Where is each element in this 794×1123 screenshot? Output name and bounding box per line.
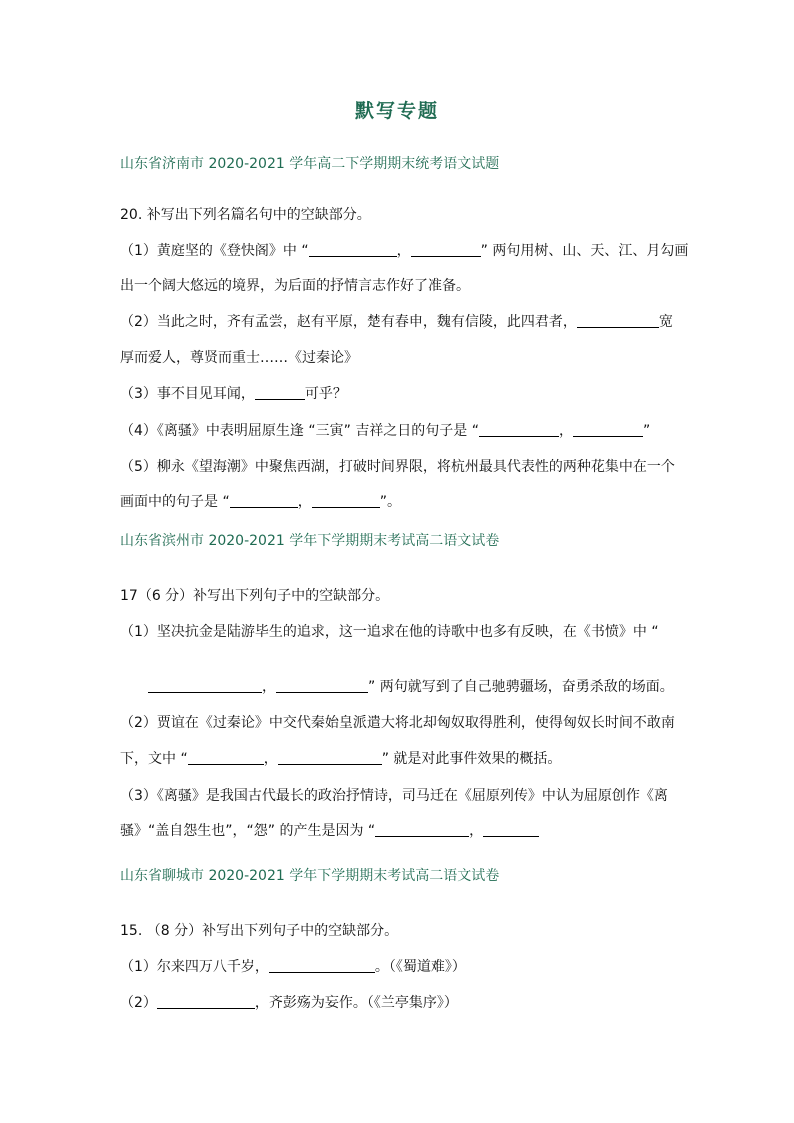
fill-blank[interactable]	[375, 822, 469, 837]
fill-blank[interactable]	[230, 493, 298, 508]
section-header-liaocheng: 山东省聊城市 2020-2021 学年下学期期末考试高二语文试卷	[120, 868, 500, 884]
question-text: （1）黄庭坚的《登快阁》中 “	[120, 243, 309, 259]
question-text: ，	[469, 823, 484, 839]
question-text: 下，文中 “	[120, 751, 188, 767]
question-text: ，	[297, 494, 312, 510]
fill-blank[interactable]	[309, 242, 397, 257]
question-text: 骚》“盖自怨生也”，“怨” 的产生是因为 “	[120, 823, 376, 839]
question-line	[120, 420, 650, 440]
question-text: （2）当此之时，齐有孟尝，赵有平原，楚有春申，魏有信陵，此四君者，	[120, 314, 577, 330]
question-text: ”。	[379, 494, 401, 510]
question-line	[120, 748, 561, 768]
question-text: （3）事不目见耳闻，	[120, 386, 255, 402]
question-text: 。（《蜀道难》）	[374, 959, 466, 975]
fill-blank[interactable]	[483, 822, 539, 837]
question-line	[120, 992, 458, 1012]
question-intro: 17（6 分）补写出下列句子中的空缺部分。	[120, 588, 390, 604]
question-text: 画面中的句子是 “	[120, 494, 230, 510]
question-text: 可乎？	[304, 386, 347, 402]
question-text: （4）《离骚》中表明屈原生逢 “三寅” 吉祥之日的句子是 “	[120, 423, 480, 439]
fill-blank[interactable]	[148, 678, 262, 693]
question-line	[120, 383, 347, 403]
question-line	[120, 491, 401, 511]
fill-blank[interactable]	[573, 422, 643, 437]
fill-blank[interactable]	[188, 750, 264, 765]
question-line: 出一个阔大悠远的境界，为后面的抒情言志作好了准备。	[120, 278, 470, 294]
fill-blank[interactable]	[278, 750, 382, 765]
question-line: （1）坚决抗金是陆游毕生的追求，这一追求在他的诗歌中也多有反映，在《书愤》中 “	[120, 624, 659, 640]
question-line	[120, 956, 466, 976]
question-line: （3）《离骚》是我国古代最长的政治抒情诗，司马迁在《屈原列传》中认为屈原创作《离	[120, 788, 668, 804]
fill-blank[interactable]	[312, 493, 380, 508]
question-text: ，	[262, 679, 276, 695]
page-title: 默写专题	[354, 100, 439, 122]
question-line: （2）贾谊在《过秦论》中交代秦始皇派遣大将北却匈奴取得胜利，使得匈奴长时间不敢南	[120, 715, 675, 731]
section-header-jinan: 山东省济南市 2020-2021 学年高二下学期期末统考语文试题	[120, 156, 500, 172]
section-header-binzhou: 山东省滨州市 2020-2021 学年下学期期末考试高二语文试卷	[120, 533, 500, 549]
question-intro: 15. （8 分）补写出下列句子中的空缺部分。	[120, 923, 399, 939]
question-text: ” 两句用树、山、天、江、月勾画	[480, 243, 689, 259]
question-text: （2）	[120, 995, 157, 1011]
question-intro: 20. 补写出下列名篇名句中的空缺部分。	[120, 207, 371, 223]
question-line: 厚而爱人，尊贤而重士……《过秦论》	[120, 350, 358, 366]
fill-blank[interactable]	[157, 994, 255, 1009]
question-line: （5）柳永《望海潮》中聚焦西湖，打破时间界限，将杭州最具代表性的两种花集中在一个	[120, 459, 675, 475]
fill-blank[interactable]	[269, 958, 375, 973]
fill-blank[interactable]	[577, 313, 659, 328]
question-text: （1）尔来四万八千岁，	[120, 959, 269, 975]
question-line	[120, 240, 688, 260]
question-text: ，	[396, 243, 411, 259]
question-line	[120, 311, 673, 331]
question-text: ” 就是对此事件效果的概括。	[381, 751, 562, 767]
question-text: ” 两句就写到了自己驰骋疆场，奋勇杀敌的场面。	[368, 679, 674, 695]
fill-blank[interactable]	[479, 422, 559, 437]
fill-blank[interactable]	[411, 242, 481, 257]
question-text: 宽	[658, 314, 673, 330]
fill-blank[interactable]	[276, 678, 368, 693]
question-text: ”	[643, 423, 651, 439]
question-text: ，	[263, 751, 278, 767]
fill-blank[interactable]	[255, 385, 305, 400]
question-line	[120, 820, 539, 840]
question-text: ，齐彭殇为妄作。（《兰亭集序》）	[254, 995, 458, 1011]
question-line	[148, 676, 674, 696]
question-text: ，	[559, 423, 574, 439]
